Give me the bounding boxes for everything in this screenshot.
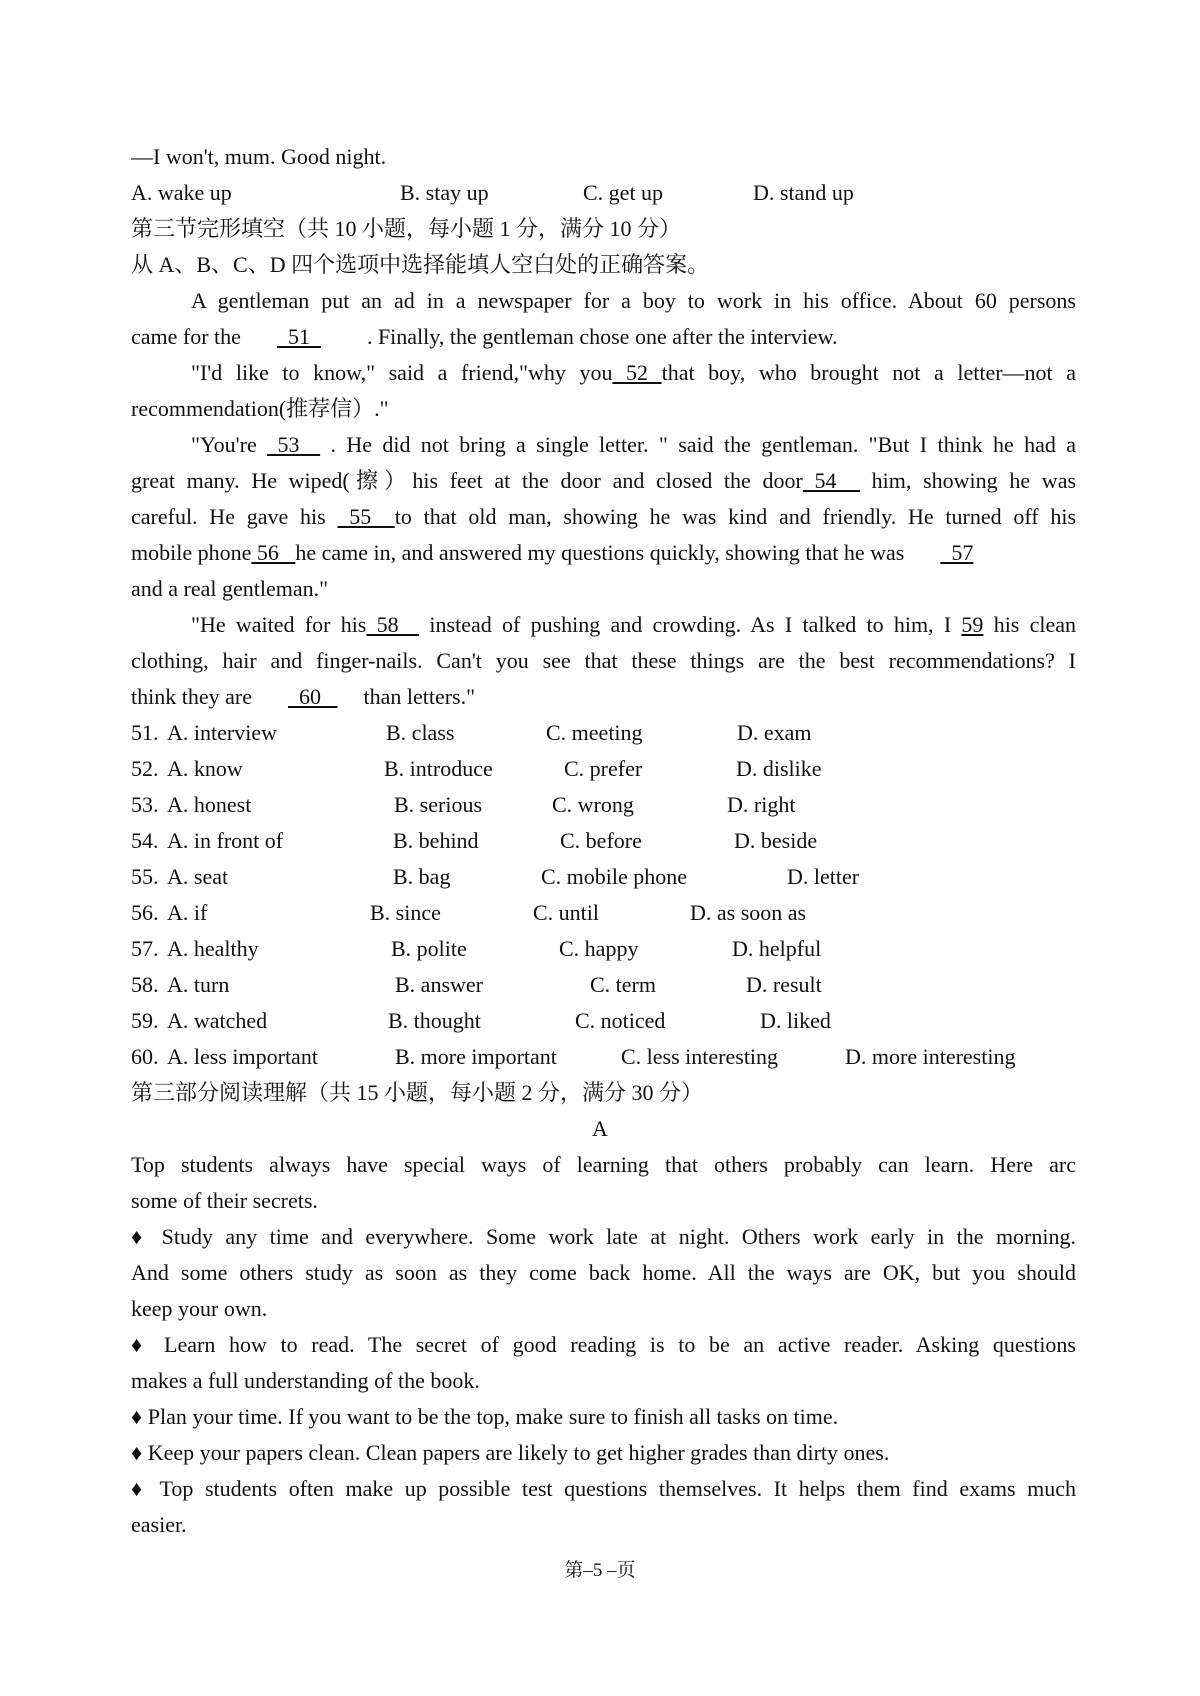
passage-line xyxy=(131,463,1076,499)
passage-text: instead of pushing and crowding. As I talked to him, I xyxy=(429,612,952,637)
passage-line xyxy=(131,319,1076,355)
prev-option-d: D. stand up xyxy=(753,180,854,205)
blank-59: 59 xyxy=(961,612,984,637)
passage-line: A gentleman put an ad in a newspaper for a boy to work in his office. About 60 persons xyxy=(191,288,1076,313)
blank-53: 53 xyxy=(267,432,321,457)
option-d: D. beside xyxy=(734,828,818,853)
option-b: B. polite xyxy=(391,936,467,961)
option-c: C. noticed xyxy=(575,1008,666,1033)
passage-text: think they are xyxy=(131,684,252,709)
prev-reply: —I won't, mum. Good night. xyxy=(131,144,387,169)
option-b: B. behind xyxy=(393,828,479,853)
option-c: C. meeting xyxy=(546,720,643,745)
page-number: 第–5 –页 xyxy=(564,1560,636,1581)
section-letter: A xyxy=(592,1116,608,1141)
option-b: B. answer xyxy=(395,972,483,997)
option-c: C. wrong xyxy=(552,792,634,817)
option-b: B. since xyxy=(370,900,441,925)
reading-line: ♦ Plan your time. If you want to be the top, make sure to finish all tasks on time. xyxy=(131,1404,839,1429)
option-b: B. class xyxy=(386,720,455,745)
option-d: D. letter xyxy=(787,864,860,889)
passage-line: recommendation(推荐信）." xyxy=(131,396,389,421)
blank-55: 55 xyxy=(337,504,395,529)
option-c: C. mobile phone xyxy=(541,864,688,889)
option-c: C. prefer xyxy=(564,756,643,781)
passage-text: that boy, who brought not a letter—not a xyxy=(661,360,1076,385)
passage-text: to that old man, showing he was kind and friendly. He turned off his xyxy=(394,504,1076,529)
question-number: 55. xyxy=(131,864,159,889)
question-number: 60. xyxy=(131,1044,159,1069)
option-a: A. if xyxy=(167,900,208,925)
option-c: C. less interesting xyxy=(621,1044,779,1069)
option-b: B. thought xyxy=(388,1008,481,1033)
option-c: C. until xyxy=(533,900,600,925)
option-d: D. dislike xyxy=(736,756,822,781)
option-a: A. turn xyxy=(167,972,230,997)
question-number: 53. xyxy=(131,792,159,817)
passage-text: . He did not bring a single letter. " said the gentleman. "But I think he had a xyxy=(330,432,1076,457)
passage-text: came for the xyxy=(131,324,241,349)
blank-56: 56 xyxy=(251,540,296,565)
passage-line: clothing, hair and finger-nails. Can't you see that these things are the best recommendations? I xyxy=(131,648,1076,673)
blank-51: 51 xyxy=(276,324,321,349)
question-number: 52. xyxy=(131,756,159,781)
option-b: B. introduce xyxy=(384,756,493,781)
passage-line xyxy=(131,535,1076,571)
option-d: D. exam xyxy=(737,720,812,745)
passage-text: "You're xyxy=(191,432,257,457)
reading-line: ♦ Learn how to read. The secret of good reading is to be an active reader. Asking questions xyxy=(131,1332,1076,1357)
blank-54: 54 xyxy=(802,468,860,493)
reading-line: some of their secrets. xyxy=(131,1188,318,1213)
option-a: A. watched xyxy=(167,1008,268,1033)
option-c: C. term xyxy=(590,972,656,997)
option-d: D. liked xyxy=(760,1008,831,1033)
prev-option-b: B. stay up xyxy=(400,180,489,205)
passage-text: great many. He wiped(擦）his feet at the door and closed the door xyxy=(131,468,803,493)
question-number: 57. xyxy=(131,936,159,961)
question-number: 59. xyxy=(131,1008,159,1033)
passage-text: "I'd like to know," said a friend,"why you xyxy=(191,360,613,385)
passage-line xyxy=(131,427,1076,463)
reading-line: makes a full understanding of the book. xyxy=(131,1368,480,1393)
option-a: A. less important xyxy=(167,1044,318,1069)
blank-60: 60 xyxy=(287,684,338,709)
passage-text: careful. He gave his xyxy=(131,504,326,529)
passage-text: mobile phone xyxy=(131,540,252,565)
option-c: C. happy xyxy=(559,936,639,961)
option-a: A. know xyxy=(167,756,243,781)
option-a: A. in front of xyxy=(167,828,284,853)
question-number: 51. xyxy=(131,720,159,745)
option-d: D. result xyxy=(746,972,822,997)
reading-line: ♦ Top students often make up possible test questions themselves. It helps them find exams much xyxy=(131,1476,1076,1501)
option-a: A. seat xyxy=(167,864,229,889)
question-number: 58. xyxy=(131,972,159,997)
reading-line: And some others study as soon as they come back home. All the ways are OK, but you should xyxy=(131,1260,1076,1285)
passage-line: and a real gentleman." xyxy=(131,576,329,601)
blank-52: 52 xyxy=(612,360,662,385)
option-a: A. healthy xyxy=(167,936,259,961)
passage-text: . Finally, the gentleman chose one after the interview. xyxy=(366,324,838,349)
passage-text: than letters." xyxy=(363,684,476,709)
passage-line xyxy=(131,499,1076,535)
passage-text: his clean xyxy=(993,612,1076,637)
option-d: D. right xyxy=(727,792,796,817)
reading-line: Top students always have special ways of learning that others probably can learn. Here arc xyxy=(131,1152,1076,1177)
question-number: 54. xyxy=(131,828,159,853)
passage-text: him, showing he was xyxy=(871,468,1076,493)
reading-line: easier. xyxy=(131,1512,187,1537)
reading-header: 第三部分阅读理解（共 15 小题，每小题 2 分，满分 30 分） xyxy=(131,1080,704,1105)
passage-text: he came in, and answered my questions quickly, showing that he was xyxy=(295,540,905,565)
cloze-instruction: 从 A、B、C、D 四个选项中选择能填人空白处的正确答案。 xyxy=(131,252,710,277)
passage-line xyxy=(131,607,1076,643)
prev-option-a: A. wake up xyxy=(131,180,232,205)
option-d: D. helpful xyxy=(732,936,822,961)
option-b: B. serious xyxy=(394,792,482,817)
prev-option-c: C. get up xyxy=(583,180,664,205)
option-b: B. more important xyxy=(395,1044,557,1069)
option-d: D. more interesting xyxy=(845,1044,1016,1069)
option-a: A. interview xyxy=(167,720,277,745)
option-c: C. before xyxy=(560,828,642,853)
blank-57: 57 xyxy=(940,540,974,565)
passage-text: "He waited for his xyxy=(191,612,367,637)
reading-line: keep your own. xyxy=(131,1296,268,1321)
cloze-header: 第三节完形填空（共 10 小题，每小题 1 分，满分 10 分） xyxy=(131,216,682,241)
reading-line: ♦ Study any time and everywhere. Some work late at night. Others work early in the morning. xyxy=(131,1224,1076,1249)
blank-58: 58 xyxy=(366,612,420,637)
option-b: B. bag xyxy=(393,864,451,889)
reading-line: ♦ Keep your papers clean. Clean papers are likely to get higher grades than dirty ones. xyxy=(131,1440,890,1465)
option-a: A. honest xyxy=(167,792,252,817)
question-number: 56. xyxy=(131,900,159,925)
option-d: D. as soon as xyxy=(690,900,807,925)
passage-line xyxy=(131,679,1076,715)
passage-line xyxy=(131,355,1076,391)
